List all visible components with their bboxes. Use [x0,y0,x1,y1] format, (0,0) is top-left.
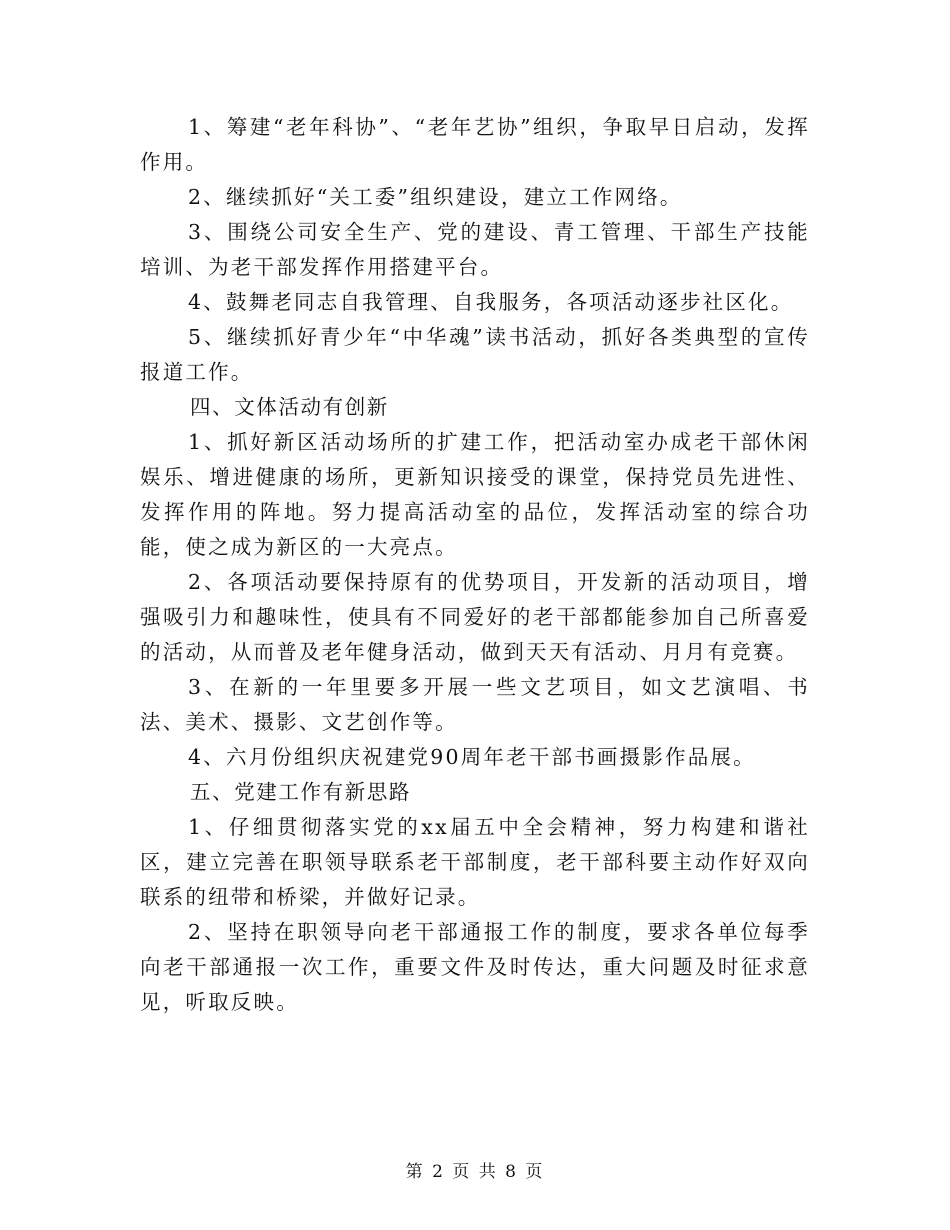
section-heading: 四、文体活动有创新 [190,395,389,419]
list-item: 5、继续抓好青少年“中华魂”读书活动，抓好各类典型的宣传报道工作。 [140,325,810,384]
list-item: 2、各项活动要保持原有的优势项目，开发新的活动项目，增强吸引力和趣味性，使具有不同爱好的老干部都能参加自己所喜爱的活动，从而普及老年健身活动，做到天天有活动、月月有竞赛。 [140,570,810,664]
list-item: 4、鼓舞老同志自我管理、自我服务，各项活动逐步社区化。 [188,290,794,314]
list-item: 1、抓好新区活动场所的扩建工作，把活动室办成老干部休闲娱乐、增进健康的场所，更新知识接受的课堂，保持党员先进性、发挥作用的阵地。努力提高活动室的品位，发挥活动室的综合功能，使之成为新区的一大亮点。 [140,430,810,559]
list-item: 3、在新的一年里要多开展一些文艺项目，如文艺演唱、书法、美术、摄影、文艺创作等。 [140,675,810,734]
list-item: 2、继续抓好“关工委”组织建设，建立工作网络。 [188,185,683,209]
section-heading: 五、党建工作有新思路 [190,780,411,804]
list-item: 1、仔细贯彻落实党的xx届五中全会精神，努力构建和谐社区，建立完善在职领导联系老干部制度，老干部科要主动作好双向联系的纽带和桥梁，并做好记录。 [140,815,810,909]
document-body [140,110,810,1020]
list-item: 2、坚持在职领导向老干部通报工作的制度，要求各单位每季向老干部通报一次工作，重要文件及时传达，重大问题及时征求意见，听取反映。 [140,920,810,1014]
page-number: 第 2 页 共 8 页 [405,1162,545,1182]
list-item: 4、六月份组织庆祝建党90周年老干部书画摄影作品展。 [188,745,756,769]
list-item: 1、筹建“老年科协”、“老年艺协”组织，争取早日启动，发挥作用。 [140,115,810,174]
list-item: 3、围绕公司安全生产、党的建设、青工管理、干部生产技能培训、为老干部发挥作用搭建平台。 [140,220,810,279]
